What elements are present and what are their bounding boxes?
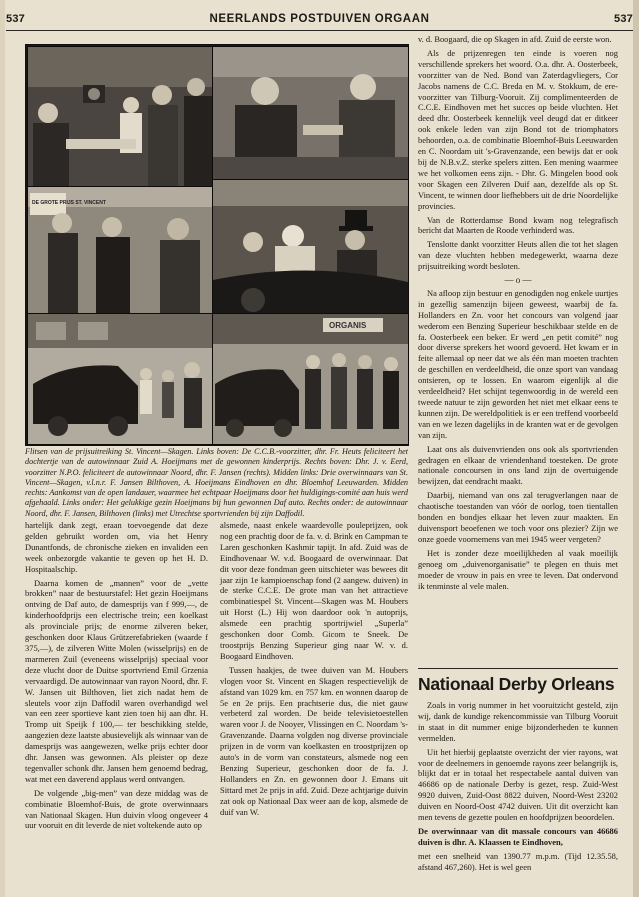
article-column-middle [220,520,408,820]
paragraph: Als de prijzenregen ten einde is voeren nog verschillende sprekers het woord. O.a. dhr. A. Oosterbeek, voorzitter van de Ned. Bond van Zaterdagvliegers, Cor Jacobs namens de C.C. Breda en M. v. Stokkum, de ere-voorzitter van Tilburg-Vooruit. Zij complimenteerden de C.C.E. Eindhoven met het succes op beide vluchten. Het deed dhr. Oosterbeek kennelijk veel deugd dat er ditkeer ook enkele leden van zijn Bond tot de triomphators behoorden, o.a. de combinatie Bloemhof-Buis Leeuwarden en C. Noordam uit 's-Gravenzande, een bewijs dat er ook bij de N.B.v.Z. sterke spelers zitten. Een mening waarmee we het volkomen eens zijn. - Dhr. G. Mingelen bood ook voor Skagen een Zilveren Duif aan, dezelfde als op St. Vincent, te winnen door liefhebbers uit de drie Noordelijke provincies. [418,47,618,211]
paragraph: Tenslotte dankt voorzitter Heuts allen die tot het slagen van deze vluchten hebben medegewerkt, waarna deze prijsuitreiking wordt besloten. [418,239,618,272]
page-number-right: 537 [614,13,633,25]
page-header [6,10,633,28]
paragraph: Van de Rotterdamse Bond kwam nog telegrafisch bericht dat Maarten de Roode verhinderd was. [418,214,618,236]
article-column-right [418,34,618,594]
magazine-title: NEERLANDS POSTDUIVEN ORGAAN [209,13,430,25]
paragraph: Zoals in vorig nummer in het vooruitzicht gesteld, zijn wij, dank de kundige rekencommissie van Tilburg Vooruit in staat in dit nummer enige bijzonderheden te kunnen vermelden. [418,700,618,743]
paragraph: hartelijk dank zegt, eraan toevoegende dat deze gelden gebruikt worden om, via het Henry Dunantfonds, de chronische zieken en invaliden een week onbezorgde vakantie te geven op het H. D. Hospitaalschip. [25,520,208,574]
paragraph: Daarbij, niemand van ons zal terugverlangen naar de chaotische toestanden van vóór de oorlog, toen tientallen bonden en bondjes elkaar het leven zuur maakten. En duivensport beoefenen we toch voor ons plezier? Zijn we onze goede voornemens van mei 1945 weer vergeten? [418,490,618,544]
photo-middle-left [27,186,213,314]
paragraph: Uit het hierbij geplaatste overzicht der vier rayons, wat voor de deelnemers in genoemde rayons zeer belangrijk is, blijkt dat er in totaal het respectabele aantal duiven van 46686 op de nationale Derby is gezet, resp. Zuid-West 9920 duiven, Zuid-Oost 8822 duiven, Noord-West 23202 duiven en Noord-Oost 4742 duiven. Uit dit overzicht kan men tevens de gezette poulen en hoofdprijzen beoordelen. [418,746,618,823]
paragraph: Tussen haakjes, de twee duiven van M. Houbers vlogen voor St. Vincent en Skagen respectievelijk de afstand van 1029 km. en 757 km. en wonnen daarop de 5e en 2e prijs. Een prachtserie dus, die niet gauw verbeterd zal worden. De beide televisietoestellen waren voor J. de Nooyer, Vlissingen en C. Noordam 's-Gravenzande. Daarna volgden nog diverse provinciale prijzen in de vorm van koelkasten en troostprijzen op auto's in de vorm van constateurs, alsmede nog een Benzing Superieur, geschonken door de fa. J. Hollanders en Zn. en gewonnen door J. Emans uit Sittard met 2e prijs in afd. Zuid. Deze achtjarige duivin zat ook op Nationaal Dax weer aan de kop, alsmede de duif van W. [220,664,408,817]
photo-caption: Flitsen van de prijsuitreiking St. Vincent—Skagen. Links boven: De C.C.B.-voorzitter, dhr. Fr. Heuts feliciteert het dochtertje van de autowinnaar Zuid A. Hoeijmans met de gewonnen kinderprijs. Rechts boven: Dhr. J. v. Eerd, voorzitter N.P.O. feliciteert de autowinnaar Noord, dhr. F. Jansen (rechts). Midden links: Drie overwinnaars van St. Vincent—Skagen, v.l.n.r. F. Jansen Bilthoven, A. Hoeijmans Eindhoven en dhr. Bloemhof Leeuwarden. Midden rechts: Aankomst van de open landauer, waarmee het echtpaar Hoeijmans door het huldigings-comité aan huis werd afgehaald. Links onder: Het gelukkige gezin Hoeijmans bij hun gewonnen Daf auto. Rechts onder: de autowinnaar Noord, dhr. F. Jansen, Bilthoven (links) met Utrechtse sportvrienden bij zijn Daffodil. [25,447,408,518]
paragraph: Na afloop zijn bestuur en genodigden nog enkele uurtjes in gezellig samenzijn bijeen geweest, waarbij de fa. Hollanders en Zn. voor het concours van volgend jaar wederom een Benzing Superieur beschikbaar stelde en de fa. Oosterbeek een beker. Er werd „en petit comité” nog door diverse sprekers het woord gevoerd. Het kwam er in feite allemaal op neer dat we als één man moeten trachten de geschillen en verdeeldheid, die onze sport van vandaag ontsieren, op te lossen. En waarom eigenlijk al die verdeeldheid? Het schijnt tegenwoordig in de wereld een tweede natuur te zijn geworden het niet met elkaar eens te kunnen zijn. De wereldpolitiek is er een treffend voorbeeld van en we lezen dagelijks in de kranten wat er de gevolgen van zijn. [418,287,618,440]
paragraph: alsmede, naast enkele waardevolle pouleprijzen, ook nog een prachtig door de fa. v. d. Brink en Campman te Laren geschonken Kashmir tapijt. In afd. Zuid was de Eindhovenaar W. v.d. Boogaard de overwinnaar. Dat dit voor deze fondman geen uitschieter was bewees dit jaar zijn 1e kampioenschap fond (2 aangew. duiven) in de sterke C.C.E. De grote man van het attractieve combinatiespel St. Vincent—Skagen was M. Houbers uit Horst (L.) Hij won daardoor ook 'n autoprijs, alsmede een prachtig sportrijwiel „Superla” geschonken door Comb. Gicom te Sneek. De troostprijs Benzing Superieur ging naar W. v. d. Boogaard Eindhoven. [220,520,408,661]
photo-bottom-right [212,313,409,445]
photo-bottom-left [27,313,213,445]
photo-middle-right [212,179,409,314]
photo-collage [25,44,409,446]
page-number-left: 537 [6,13,25,25]
paragraph: De volgende „big-men” van deze middag was de combinatie Bloemhof-Buis, de grote overwinnaars van Nationaal Skagen. Hun duivin vloog ongeveer 4 uur vooruit en dit leverde de niet voltekende auto op [25,787,208,831]
page-edge-right [633,0,639,897]
paragraph: Daarna komen de „mannen” voor de „vette brokken” naar de bestuurstafel: Het gezin Hoeijmans ontving de Daf auto, de damesprijs van f 999,—, de kinderhoofdprijs een electrische trein; een koelkast als provinciale prijs; de enorme zilveren beker, geschonken door Klaus Grützerefabrieken (waarde f 375,—), de zilveren Witte Molen (wisselprijs) en de marmeren Zuil (eveneens wisselprijs) speciaal voor deze vlucht door de Duitse sportvriend Emil Grzenia vervaardigd. De autowinnaar van rayon Noord, dhr. F. W. Jansen uit Bilthoven, liet zich nadat hem de sleutels voor zijn Daffodil waren overhandigd wel van een zeer sportieve kant zien toen hij aan dhr. H. Tromp uit Speijk f 100,— ter beschikking stelde, aangezien deze laatste abusievelijk als winnaar van de damesprijs was aangewezen, welke prijs echter door dhr. Jansen was gewonnen. Als pleister op deze tegenvaller schonk dhr. Jansen hem genoemd bedrag, wat met een daverend applaus werd ontvangen. [25,577,208,784]
page-edge-left [0,0,5,897]
paragraph: met een snelheid van 1390.77 m.p.m. (Tijd 12.35.58, afstand 467,260). Het is wel geen [418,850,618,872]
section-divider: — o — [504,275,532,286]
paragraph: Laat ons als duivenvrienden ons ook als sportvrienden gedragen en elkaar de vriendenhand toesteken. De grote nationale concoursen in ons land zijn de overtuigende bewijzen, dat eendracht maakt. [418,443,618,487]
paragraph: Het is zonder deze moeilijkheden al vaak moeilijk genoeg om „duivenorganisatie” te plegen en thuis met moeder de vrouw in pais en vree te leven. Dat ondervond ik tenminste al vele malen. [418,547,618,591]
photo-top-right [212,46,409,180]
photo-top-left [27,46,213,187]
bold-paragraph: De overwinnaar van dit massale concours van 46686 duiven is dhr. A. Klaassen te Eindhoven, [418,825,618,847]
sign-text: DE GROTE PRIJS ST. VINCENT [32,200,106,206]
header-rule [6,30,633,31]
article-column-derby [418,700,618,876]
article-column-left [25,520,208,834]
section-rule [418,668,618,669]
section-heading: Nationaal Derby Orleans [418,674,615,694]
paragraph: v. d. Boogaard, die op Skagen in afd. Zuid de eerste won. [418,34,612,44]
sign-text: ORGANIS [329,321,367,330]
